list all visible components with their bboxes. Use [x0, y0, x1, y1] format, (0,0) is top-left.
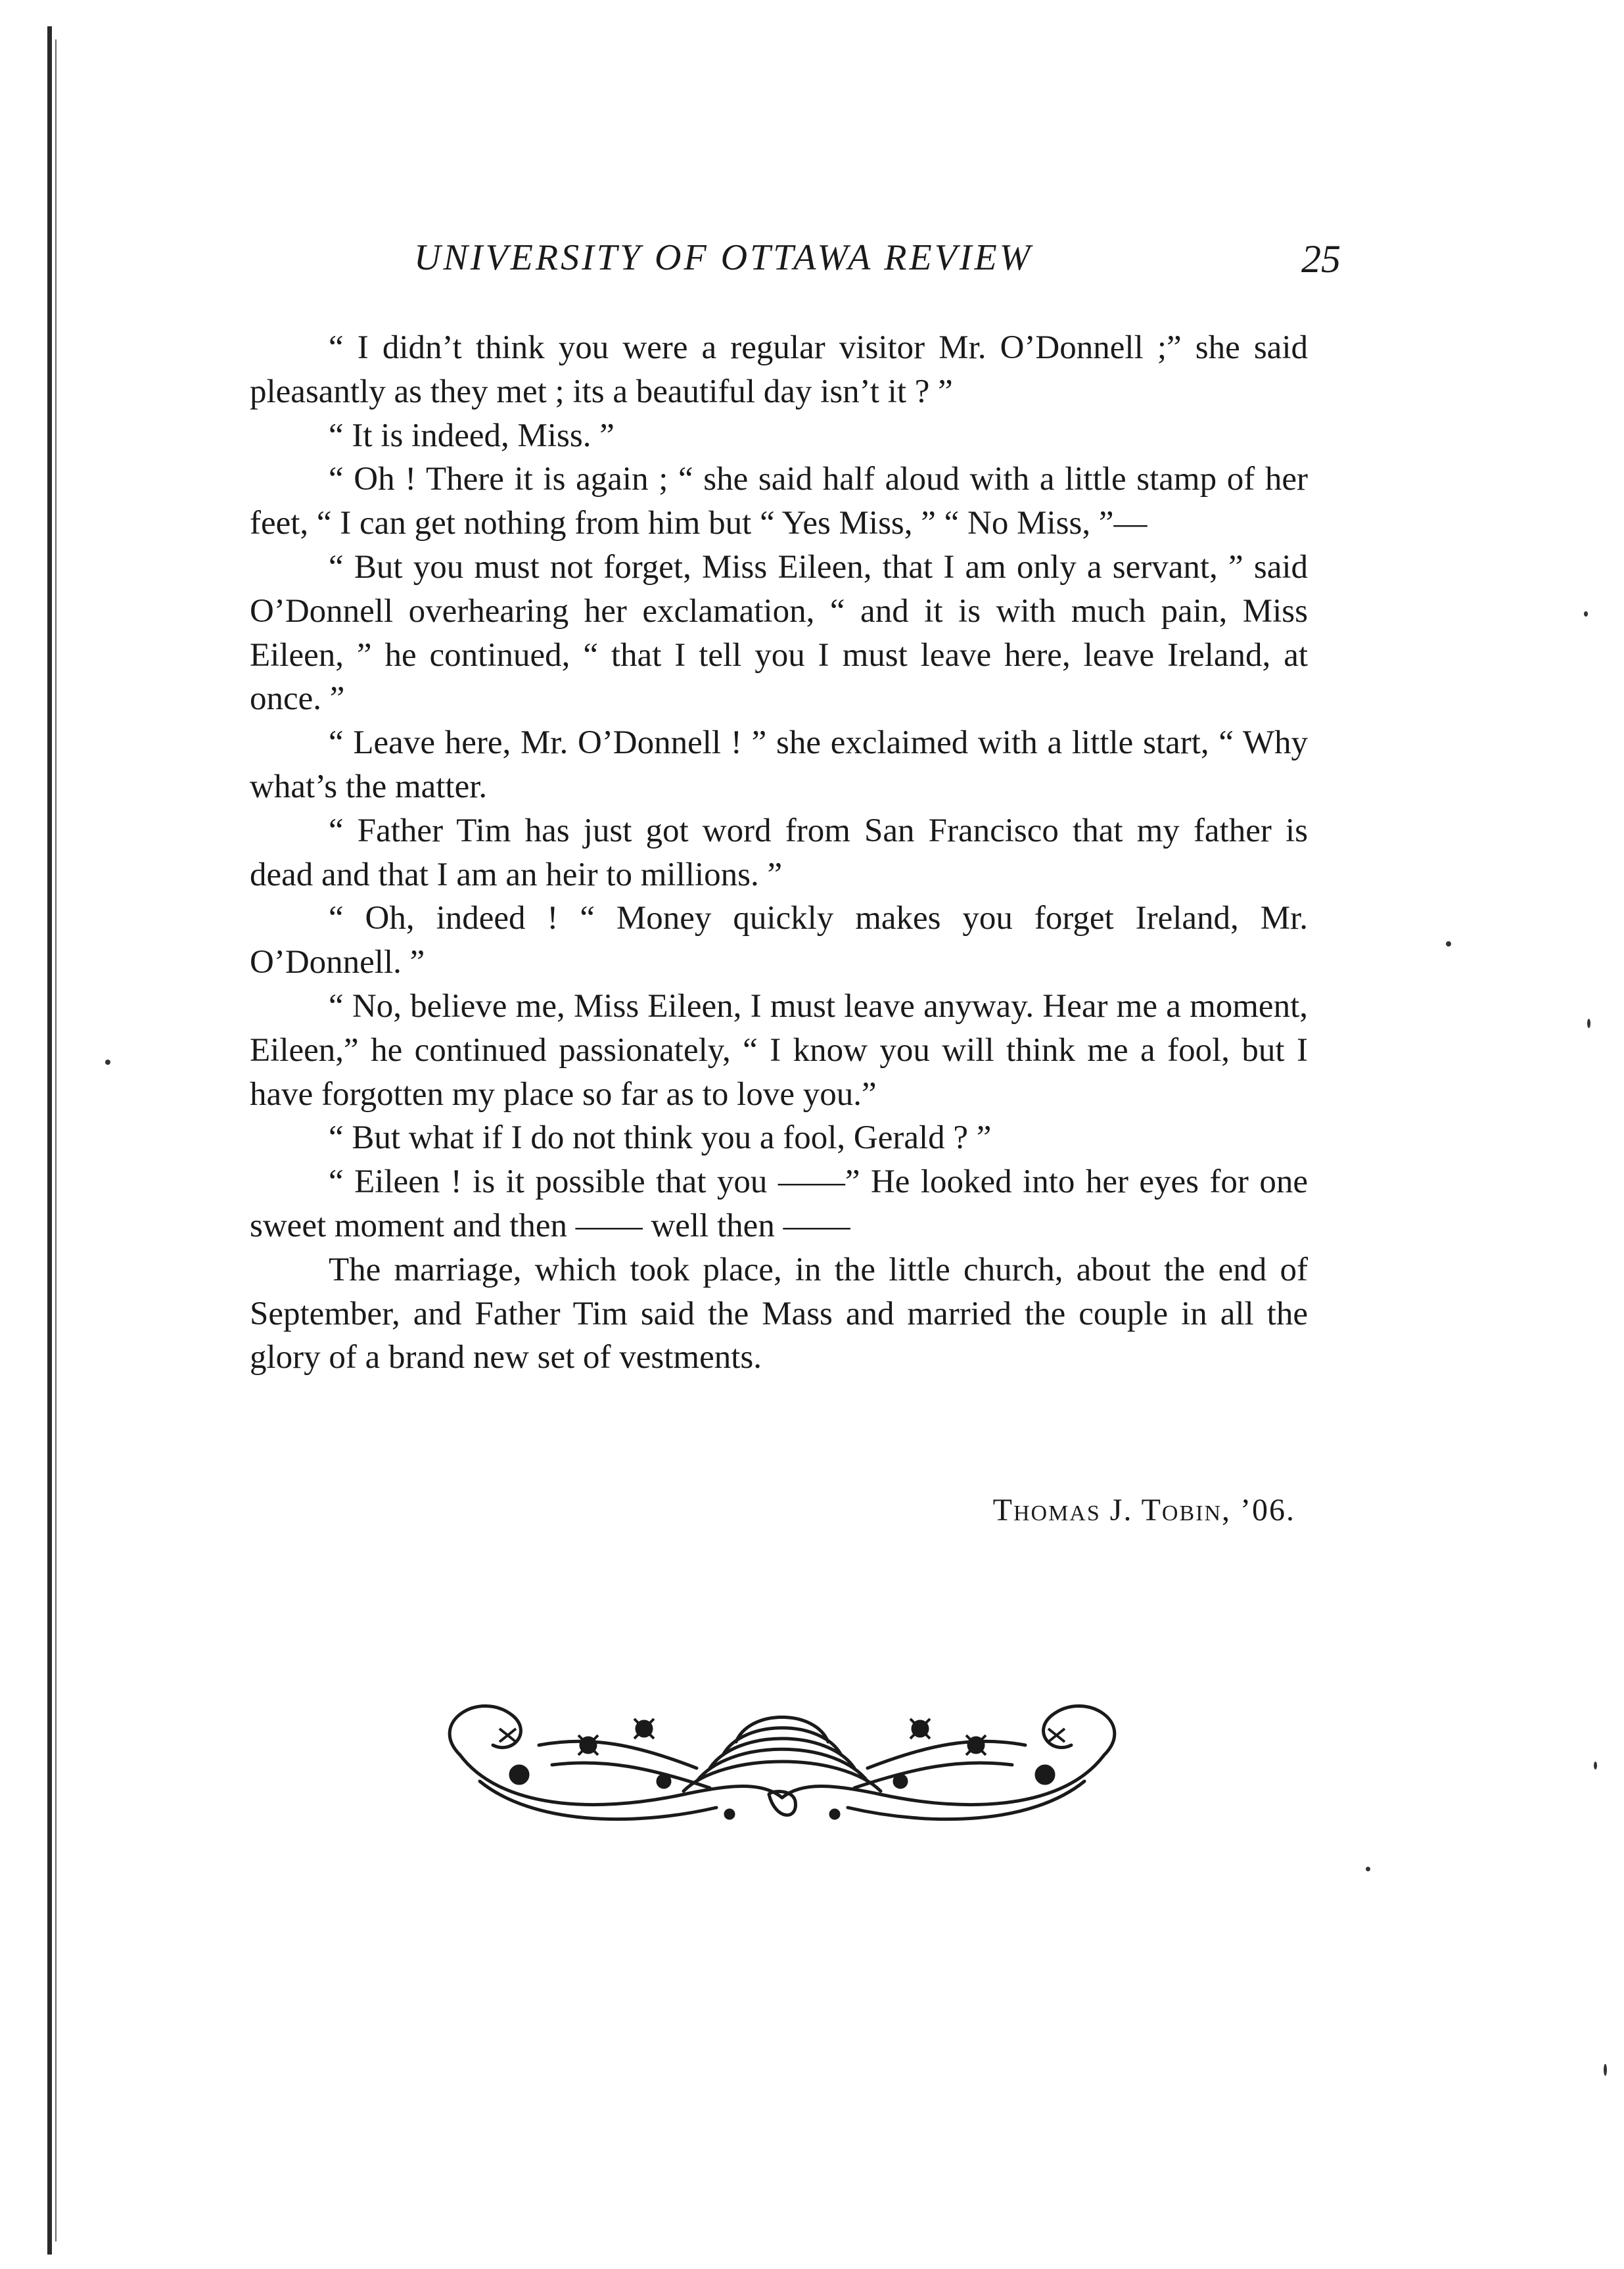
paragraph: “ Father Tim has just got word from San Francisco that my father is dead and that I am an heir to millions. ” — [250, 812, 1308, 893]
paragraph: The marriage, which took place, in the little church, about the end of September, and Father Tim said the Mass and married the couple in all the glory of a brand new set of vestments. — [250, 1251, 1308, 1376]
paragraph: “ But what if I do not think you a fool, Gerald ? ” — [329, 1119, 992, 1157]
paragraph: “ Oh, indeed ! “ Money quickly makes you forget Ireland, Mr. O’Donnell. ” — [250, 900, 1308, 981]
paragraph: “ I didn’t think you were a regular visitor Mr. O’Donnell ;” she said pleasantly as they met ; its a beautiful day isn’t it ? ” — [250, 329, 1308, 410]
scan-edge — [47, 26, 52, 2255]
paragraph: “ It is indeed, Miss. ” — [329, 417, 615, 454]
scan-speck — [1366, 1867, 1370, 1871]
scan-speck — [1587, 1019, 1590, 1028]
floral-scroll-ornament-icon — [421, 1683, 1144, 1840]
page-header — [250, 237, 1341, 296]
paragraph: “ Eileen ! is it possible that you ——” He looked into her eyes for one sweet moment and then —— well then —— — [250, 1163, 1308, 1244]
scan-speck — [1584, 611, 1588, 617]
scan-speck — [1604, 2064, 1607, 2076]
scan-edge-inner — [55, 39, 57, 2241]
scan-speck — [105, 1060, 110, 1065]
running-title: UNIVERSITY OF OTTAWA REVIEW — [414, 237, 1033, 278]
scan-speck — [1594, 1762, 1597, 1769]
paragraph: “ But you must not forget, Miss Eileen, that I am only a servant, ” said O’Donnell overhearing her exclamation, “ and it is with much pain, Miss Eileen, ” he continued, “ that I tell you I must leave here, leave Ireland, at once. ” — [250, 548, 1308, 718]
scan-speck — [1446, 941, 1451, 947]
paragraph: “ No, believe me, Miss Eileen, I must leave anyway. Hear me a moment, Eileen,” he continued passionately, “ I know you will think me a fool, but I have forgotten my place so far as to love you.” — [250, 987, 1308, 1113]
paragraph: “ Leave here, Mr. O’Donnell ! ” she exclaimed with a little start, “ Why what’s the matter. — [250, 724, 1308, 805]
paragraph: “ Oh ! There it is again ; “ she said half aloud with a little stamp of her feet, “ I can get nothing from him but “ Yes Miss, ” “ No Miss, ”— — [250, 461, 1308, 542]
body-text — [250, 326, 1308, 1380]
page-number: 25 — [1301, 237, 1341, 281]
author-signature: Thomas J. Tobin, ’06. — [992, 1493, 1295, 1528]
